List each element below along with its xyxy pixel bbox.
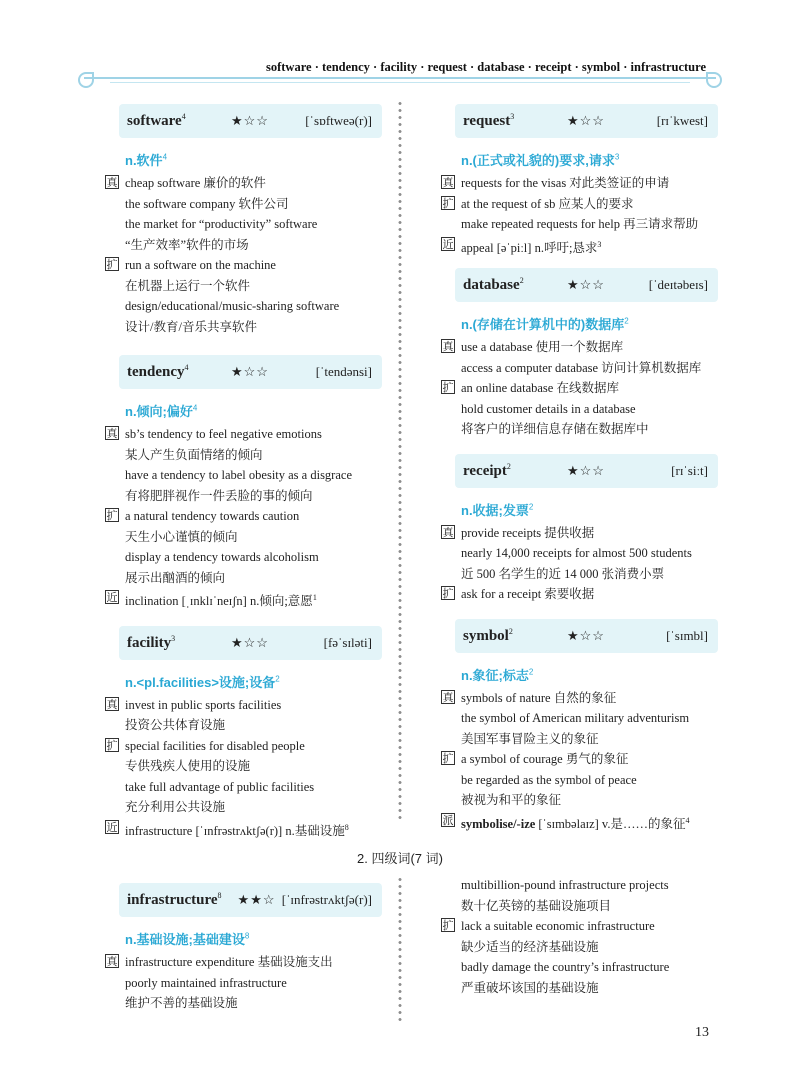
example-line [105,736,390,757]
headword [463,627,551,645]
headword-text: infrastructure [127,892,218,908]
headword-frequency: 4 [181,112,186,121]
example-text: sb’s tendency to feel negative emotions [125,427,322,441]
marker-icon: 真 [106,697,118,711]
example-line [441,875,726,896]
headword-frequency: 3 [171,633,176,643]
definition [125,672,390,691]
phonetic: [ˈɪnfrəstrʌktʃə(r)] [281,892,372,907]
header-rule [84,77,716,79]
headword-text: receipt [463,462,507,479]
phonetic: [ˈsɪmbl] [666,627,708,643]
example-line [105,777,390,798]
marker-icon: 真 [442,690,454,704]
entry-symbol [441,619,726,835]
headword-text: request [463,113,511,129]
left-column [105,104,390,841]
definition [461,314,726,333]
definition [125,401,390,420]
definition [125,150,390,169]
entry-receipt [441,454,726,605]
example-line [441,358,726,379]
definition-frequency: 8 [244,931,250,941]
example-line [441,584,726,605]
example-text: at the request of sb 应某人的要求 [461,196,634,211]
entry-database [441,268,726,440]
definition-text: n.软件 [125,153,163,168]
example-text: requests for the visas 对此类签证的申请 [461,176,670,190]
frequency-mark: 8 [344,822,349,832]
example-line [105,588,390,612]
headword-frequency: 4 [184,363,189,372]
definition-frequency: 2 [624,316,629,326]
marker-icon: 扩 [442,919,454,932]
phonetic: [ˈtendənsi] [315,364,372,379]
example-line [441,937,726,958]
infrastructure-continued [441,875,726,998]
example-text: hold customer details in a database [461,401,636,416]
example-text: 将客户的详细信息存储在数据库中 [461,422,649,437]
derived-word: symbolise/-ize [461,816,536,831]
example-line [105,424,390,445]
example-text: a symbol of courage 勇气的象征 [461,752,629,767]
example-line [105,715,390,736]
example-line [105,506,390,527]
definition-frequency: 2 [275,674,280,684]
example-line [105,255,390,276]
bottom-right-column [441,875,726,998]
header-ornament-left [78,72,94,88]
example-line [441,399,726,420]
frequency-mark: 4 [685,815,690,825]
entry-software [105,104,390,337]
header-ornament-right [706,72,722,88]
example-text: “生产效率”软件的市场 [125,237,249,252]
marker-icon: 扩 [106,509,118,522]
example-text: 严重破坏该国的基础设施 [461,980,599,995]
example-text: 展示出酗酒的倾向 [125,570,226,585]
phonetic: [ˈsɒftweə(r)] [305,113,372,128]
example-text: symbols of nature 自然的象征 [461,690,617,705]
headword [463,462,551,480]
definition-frequency: 2 [528,502,534,512]
definition [461,150,726,169]
marker-icon: 真 [442,340,454,354]
example-text: design/educational/music-sharing software [125,299,340,313]
headword-text: software [127,113,182,129]
header-rule-thin [110,82,690,83]
definition-frequency: 4 [162,152,168,162]
definition [461,500,726,519]
example-text: badly damage the country’s infrastructure [461,960,670,974]
marker-icon: 近 [106,591,118,604]
difficulty-stars: ★★☆ [237,892,276,907]
example-text: special facilities for disabled people [125,738,305,753]
definition-frequency: 3 [614,152,620,162]
example-text: make repeated requests for help 再三请求帮助 [461,217,699,231]
example-text: use a database 使用一个数据库 [461,340,624,355]
example-text: 被视为和平的象征 [461,793,562,808]
definition-text: n.收据;发票 [461,502,529,518]
page-number: 13 [695,1025,709,1040]
example-line [441,523,726,544]
difficulty-stars: ★☆☆ [567,277,605,293]
example-line [441,957,726,978]
headword [463,112,551,130]
difficulty-stars: ★☆☆ [231,634,269,650]
example-text: cheap software 廉价的软件 [125,176,266,190]
section-title: 2. 四级词(7 词) [357,851,443,866]
example-text: 维护不善的基础设施 [125,996,238,1010]
headword-text: tendency [127,364,185,380]
page-header [0,0,800,88]
example-line [105,173,390,194]
column-divider-bottom [396,876,404,1024]
column-divider-top [396,100,404,822]
headword-frequency: 3 [510,112,515,121]
definition-text: n.(存储在计算机中的)数据库 [461,317,625,333]
entry-tendency [105,355,390,612]
example-line [105,486,390,507]
example-line [105,695,390,716]
definition-text: n.基础设施;基础建设 [125,932,245,947]
example-line [441,543,726,564]
example-line [105,445,390,466]
headword [127,363,215,381]
example-text: appeal [əˈpiːl] n.呼吁;恳求 [461,240,598,255]
example-line [105,547,390,568]
headword-text: symbol [463,627,509,644]
example-text: a natural tendency towards caution [125,509,300,523]
phonetic: [rɪˈkwest] [656,113,708,128]
example-text: 设计/教育/音乐共享软件 [125,319,257,334]
headword-box [455,619,718,653]
example-text: poorly maintained infrastructure [125,975,287,990]
marker-icon: 近 [442,237,454,251]
example-text: 投资公共体育设施 [125,718,226,733]
frequency-mark: 1 [312,593,317,602]
example-line [441,235,726,259]
phonetic: [fəˈsɪləti] [323,634,372,650]
example-text: run a software on the machine [125,258,276,272]
header-title: software · tendency · facility · request · database · receipt · symbol · infrastructure [265,60,706,74]
entry-infrastructure [105,883,390,1014]
example-text: 缺少适当的经济基础设施 [461,939,599,954]
example-line [441,916,726,937]
phonetic: [ˈdeɪtəbeɪs] [648,277,708,293]
entry-facility [105,626,390,842]
headword-text: facility [127,634,172,651]
example-text: 有将肥胖视作一件丢脸的事的倾向 [125,488,313,503]
marker-icon: 扩 [442,196,454,210]
example-text: 天生小心谨慎的倾向 [125,529,238,544]
example-text: access a computer database 访问计算机数据库 [461,360,702,375]
example-line [441,729,726,750]
example-line [441,708,726,729]
example-line [105,818,390,842]
marker-icon: 真 [106,427,118,440]
derived-text: [ˈsɪmbəlaɪz] v.是……的象征 [535,816,686,831]
example-line [441,564,726,585]
definition-text: n.<pl.facilities>设施;设备 [125,674,276,690]
headword [127,634,215,652]
example-text: the market for “productivity” software [125,217,318,231]
definition-frequency: 4 [192,403,198,413]
marker-icon: 近 [106,820,118,834]
example-line [441,194,726,215]
marker-icon: 扩 [106,258,118,271]
example-text: ask for a receipt 索要收据 [461,587,595,602]
example-line [105,317,390,338]
example-line [105,214,390,235]
headword-box [119,883,382,917]
marker-icon: 真 [106,176,118,189]
example-text: infrastructure [ˈɪnfrəstrʌktʃə(r)] n.基础设施 [125,823,345,838]
example-text: take full advantage of public facilities [125,779,315,794]
entry-request [441,104,726,258]
example-text: have a tendency to label obesity as a disgrace [125,468,352,482]
marker-icon: 真 [442,176,454,189]
definition-frequency: 2 [528,667,534,677]
difficulty-stars: ★☆☆ [567,627,605,643]
example-line [441,419,726,440]
example-line [105,296,390,317]
example-line [105,235,390,256]
example-line [441,173,726,194]
definition [125,929,390,948]
example-text: the software company 软件公司 [125,196,289,211]
example-line [441,378,726,399]
marker-icon: 真 [106,955,118,968]
example-line [105,527,390,548]
headword [127,112,215,130]
headword-box [119,104,382,138]
example-text: display a tendency towards alcoholism [125,550,319,564]
example-line [441,896,726,917]
definition-text: n.(正式或礼貌的)要求,请求 [461,153,615,168]
example-text: infrastructure expenditure 基础设施支出 [125,955,333,969]
example-line [441,749,726,770]
example-line [105,568,390,589]
example-text: nearly 14,000 receipts for almost 500 students [461,546,692,561]
example-line [105,465,390,486]
headword-box [119,626,382,660]
headword-frequency: 8 [217,891,222,900]
example-line [105,993,390,1014]
definition-text: n.象征;标志 [461,667,529,683]
derived-line [441,811,726,835]
marker-icon: 真 [442,525,454,539]
example-line [105,194,390,215]
headword [127,891,222,909]
example-text: the symbol of American military adventurism [461,711,690,726]
example-text: provide receipts 提供收据 [461,525,595,540]
difficulty-stars: ★☆☆ [567,113,605,128]
marker-icon: 扩 [442,381,454,395]
example-line [105,952,390,973]
example-text: 专供残疾人使用的设施 [125,759,251,774]
example-line [441,790,726,811]
example-line [441,688,726,709]
example-line [441,214,726,235]
headword-frequency: 2 [508,626,513,636]
difficulty-stars: ★☆☆ [567,462,605,478]
headword-box [455,104,718,138]
example-text: 某人产生负面情绪的倾向 [125,447,263,462]
example-text: multibillion-pound infrastructure projects [461,878,669,892]
definition-text: n.倾向;偏好 [125,404,193,419]
marker-icon: 扩 [106,738,118,752]
example-text: 近 500 名学生的近 14 000 张消费小票 [461,566,665,581]
headword [463,276,551,294]
example-line [105,973,390,994]
marker-icon: 派 [442,813,454,827]
example-text: 数十亿英镑的基础设施项目 [461,898,612,913]
example-text: 在机器上运行一个软件 [125,278,251,293]
example-line [441,337,726,358]
example-text: lack a suitable economic infrastructure [461,919,655,933]
example-line [105,756,390,777]
headword-text: database [463,277,520,294]
headword-box [455,268,718,302]
bottom-left-column [105,883,390,1014]
example-text: inclination [ˌɪnklɪˈneɪʃn] n.倾向;意愿 [125,594,313,609]
definition [461,665,726,684]
difficulty-stars: ★☆☆ [231,113,269,128]
headword-box [119,355,382,389]
marker-icon: 扩 [442,752,454,766]
phonetic: [rɪˈsiːt] [671,462,708,478]
marker-icon: 扩 [442,587,454,601]
example-line [105,797,390,818]
headword-frequency: 2 [506,461,511,471]
right-column [441,104,726,834]
example-text: 充分利用公共设施 [125,800,226,815]
example-line [441,770,726,791]
difficulty-stars: ★☆☆ [231,364,269,379]
headword-box [455,454,718,488]
example-text: an online database 在线数据库 [461,381,619,396]
example-text: 美国军事冒险主义的象征 [461,731,599,746]
example-line [441,978,726,999]
example-text: be regarded as the symbol of peace [461,772,637,787]
example-text: invest in public sports facilities [125,697,282,712]
example-line [105,276,390,297]
headword-frequency: 2 [519,276,524,286]
frequency-mark: 3 [597,239,602,249]
